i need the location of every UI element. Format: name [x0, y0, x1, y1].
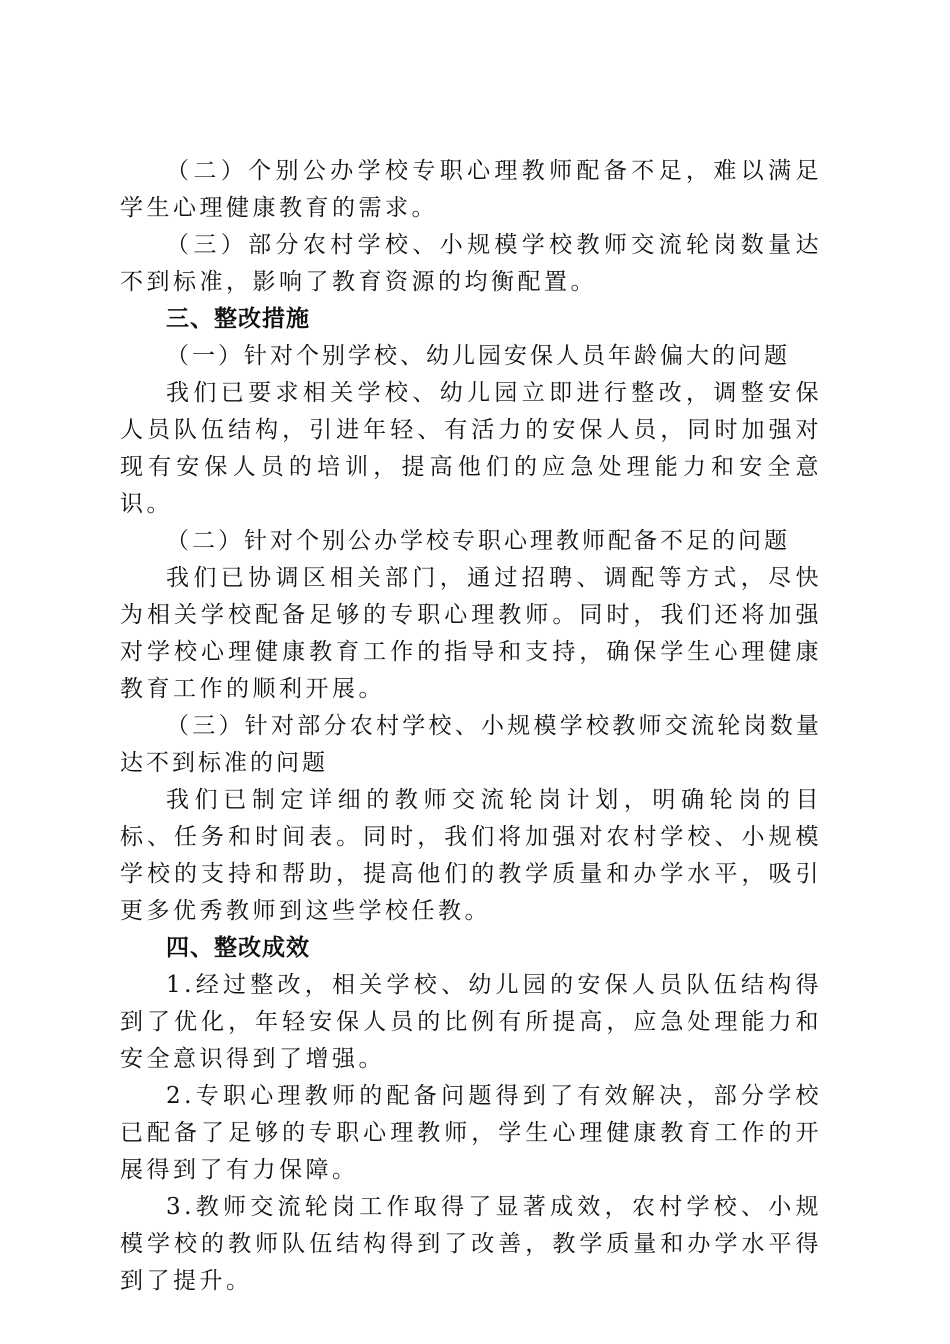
section-heading-results: 四、整改成效 — [166, 935, 310, 961]
section-heading-measures: 三、整改措施 — [166, 306, 310, 332]
document-body — [120, 153, 822, 1300]
subheading-measure-1: （一）针对个别学校、幼儿园安保人员年龄偏大的问题 — [166, 343, 790, 369]
paragraph-issue-2: （二）个别公办学校专职心理教师配备不足，难以满足学生心理健康教育的需求。 — [120, 158, 822, 221]
paragraph-measure-3: 我们已制定详细的教师交流轮岗计划，明确轮岗的目标、任务和时间表。同时，我们将加强对农村学校、小规模学校的支持和帮助，提高他们的教学质量和办学水平，吸引更多优秀教师到这些学校任教。 — [120, 787, 822, 924]
paragraph-result-1: 1.经过整改，相关学校、幼儿园的安保人员队伍结构得到了优化，年轻安保人员的比例有所提高，应急处理能力和安全意识得到了增强。 — [120, 972, 822, 1072]
subheading-measure-2: （二）针对个别公办学校专职心理教师配备不足的问题 — [166, 528, 790, 554]
paragraph-result-2: 2.专职心理教师的配备问题得到了有效解决，部分学校已配备了足够的专职心理教师，学生心理健康教育工作的开展得到了有力保障。 — [120, 1083, 822, 1183]
paragraph-issue-3: （三）部分农村学校、小规模学校教师交流轮岗数量达不到标准，影响了教育资源的均衡配置。 — [120, 232, 822, 295]
paragraph-measure-2: 我们已协调区相关部门，通过招聘、调配等方式，尽快为相关学校配备足够的专职心理教师。同时，我们还将加强对学校心理健康教育工作的指导和支持，确保学生心理健康教育工作的顺利开展。 — [120, 565, 822, 702]
subheading-measure-3: （三）针对部分农村学校、小规模学校教师交流轮岗数量达不到标准的问题 — [120, 713, 822, 776]
paragraph-result-3: 3.教师交流轮岗工作取得了显著成效，农村学校、小规模学校的教师队伍结构得到了改善，教学质量和办学水平得到了提升。 — [120, 1194, 822, 1294]
paragraph-measure-1: 我们已要求相关学校、幼儿园立即进行整改，调整安保人员队伍结构，引进年轻、有活力的安保人员，同时加强对现有安保人员的培训，提高他们的应急处理能力和安全意识。 — [120, 380, 822, 517]
